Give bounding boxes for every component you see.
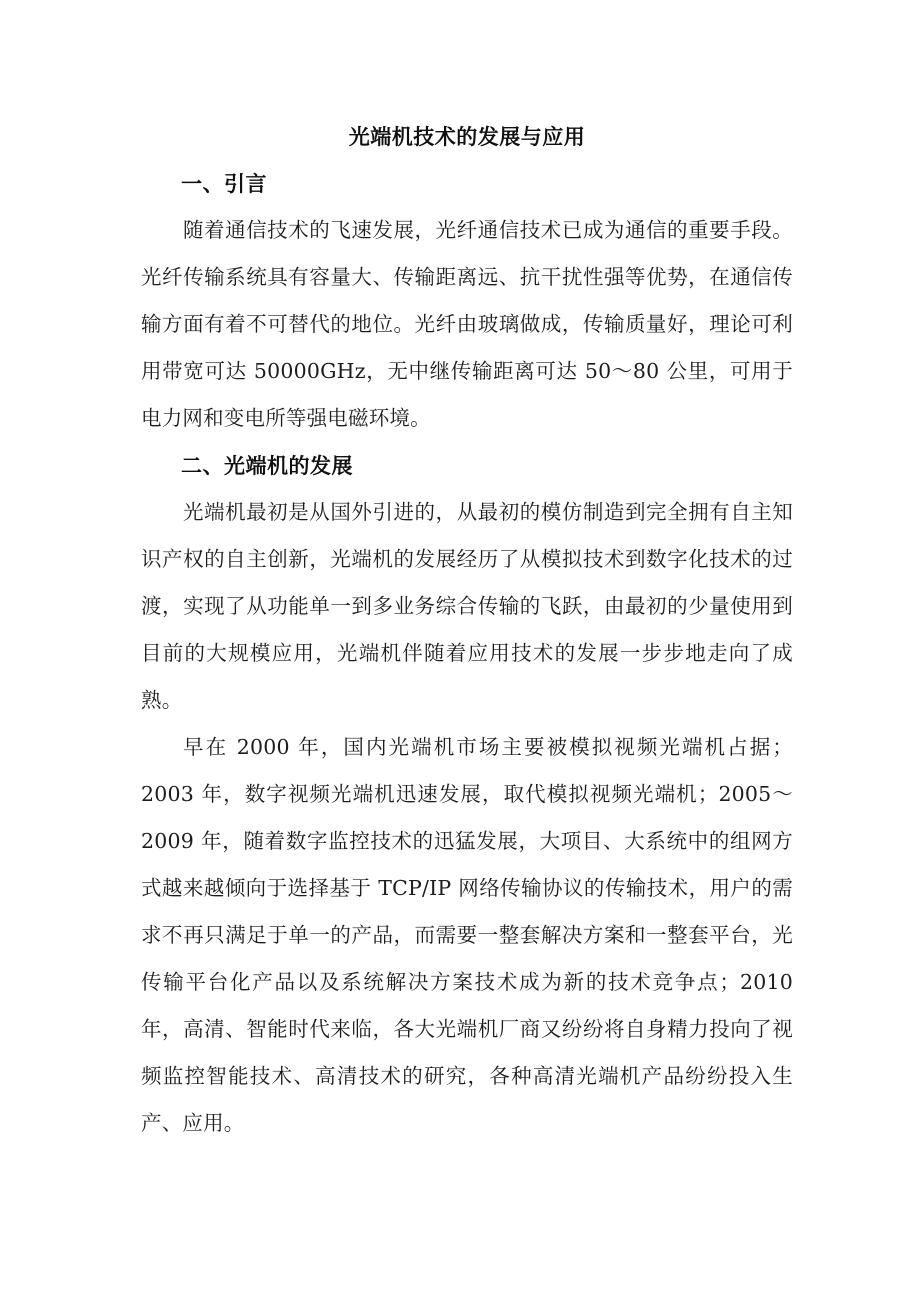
paragraph-development-1: 光端机最初是从国外引进的，从最初的模仿制造到完全拥有自主知识产权的自主创新，光端机的发展经历了从模拟技术到数字化技术的过渡，实现了从功能单一到多业务综合传输的飞跃，由最初的少量使用到目前的大规模应用，光端机伴随着应用技术的发展一步步地走向了成熟。	[141, 500, 793, 712]
section-heading-introduction: 一、引言	[181, 171, 267, 196]
paragraph-development-2: 早在 2000 年，国内光端机市场主要被模拟视频光端机占据；2003 年，数字视频光端机迅速发展，取代模拟视频光端机；2005～2009 年，随着数字监控技术的迅猛发展，大项目、大系统中的组网方式越来越倾向于选择基于 TCP/IP 网络传输协议的传输技术，用户的需求不再只满足于单一的产品，而需要一整套解决方案和一整套平台，光传输平台化产品以及系统解决方案技术成为新的技术竞争点；2010 年，高清、智能时代来临，各大光端机厂商又纷纷将自身精力投向了视频监控智能技术、高清技术的研究，各种高清光端机产品纷纷投入生产、应用。	[141, 735, 793, 1135]
document-content	[141, 0, 793, 1147]
page-title: 光端机技术的发展与应用	[348, 124, 586, 149]
section-heading-development: 二、光端机的发展	[181, 453, 353, 478]
paragraph-introduction-1: 随着通信技术的飞速发展，光纤通信技术已成为通信的重要手段。光纤传输系统具有容量大、传输距离远、抗干扰性强等优势，在通信传输方面有着不可替代的地位。光纤由玻璃做成，传输质量好，理论可利用带宽可达 50000GHz，无中继传输距离可达 50～80 公里，可用于电力网和变电所等强电磁环境。	[141, 218, 793, 430]
